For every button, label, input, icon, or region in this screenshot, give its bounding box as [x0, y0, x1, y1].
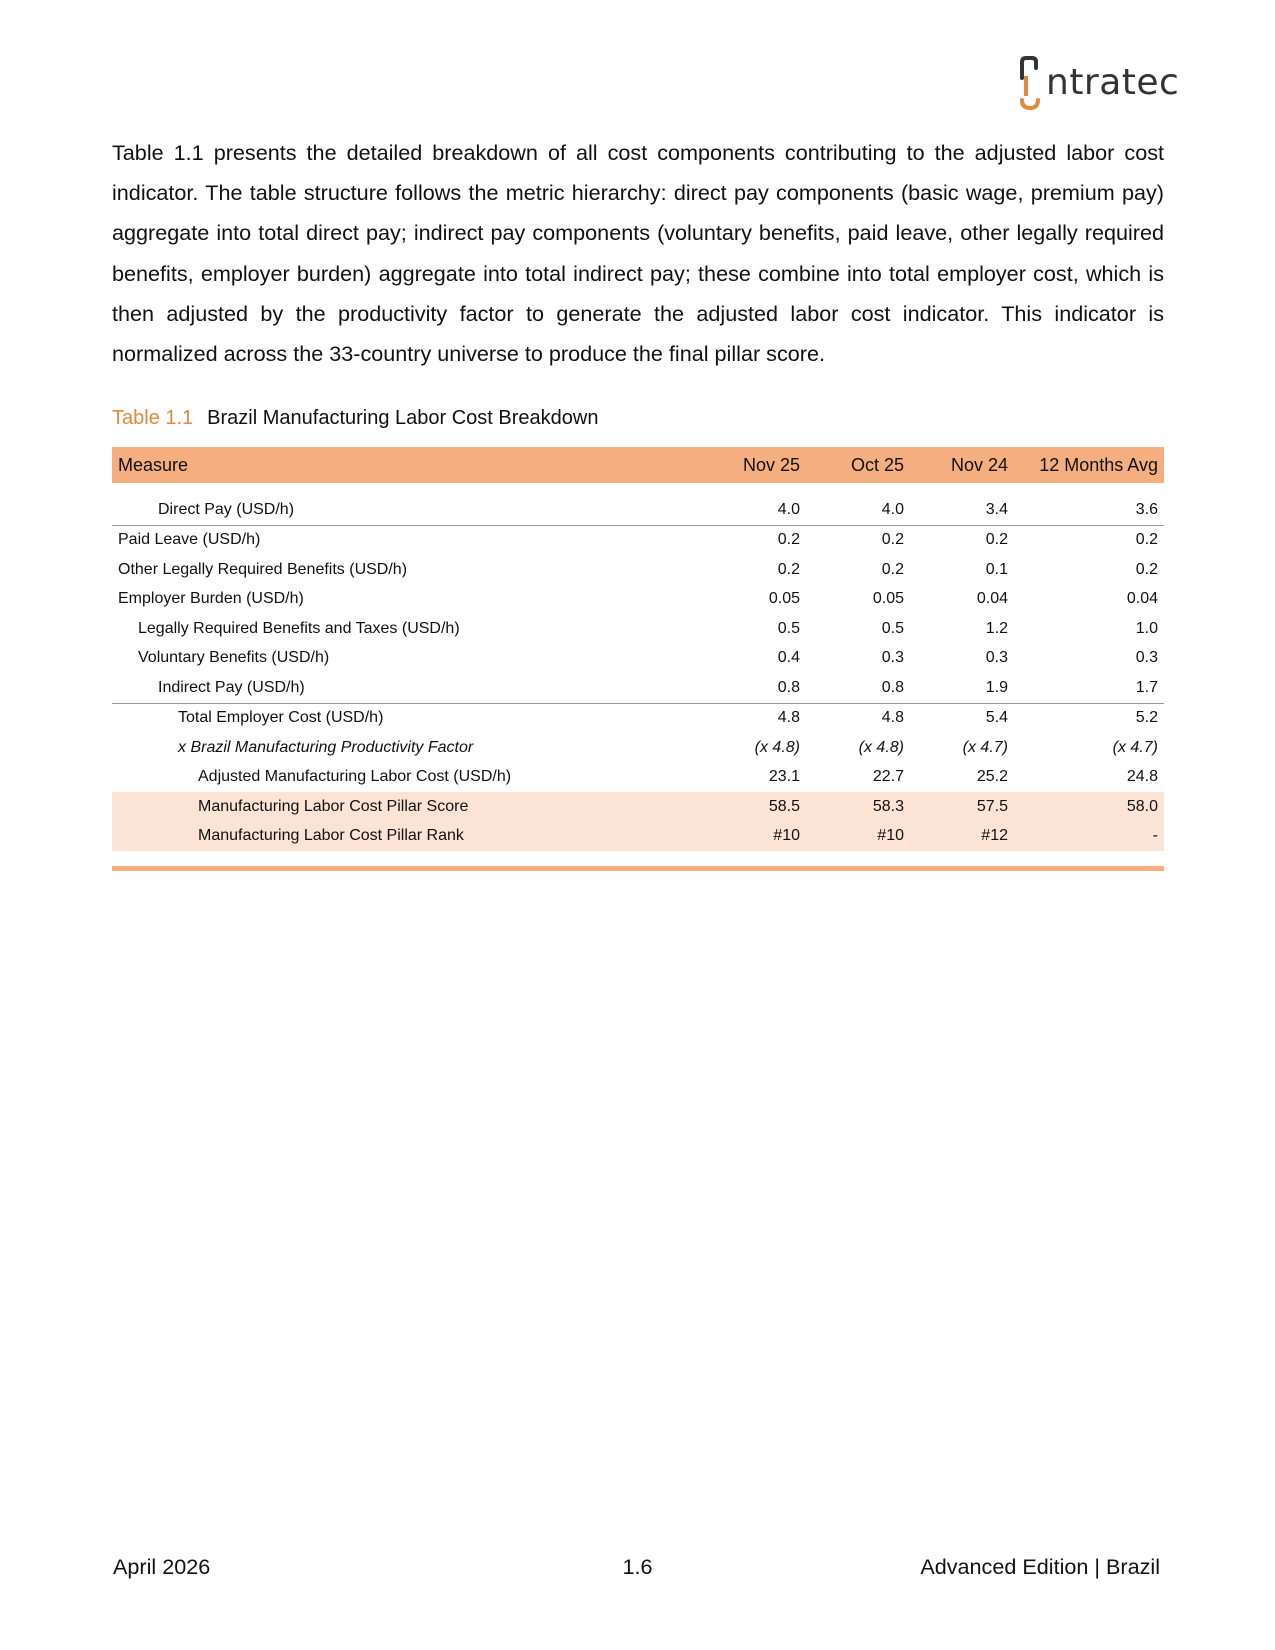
- cell-value: 1.9: [910, 673, 1014, 703]
- labor-cost-table: [112, 447, 1164, 851]
- table-row: [112, 614, 1164, 644]
- row-label: Other Legally Required Benefits (USD/h): [118, 560, 408, 578]
- cell-value: (x 4.7): [962, 738, 1008, 756]
- cell-value: 0.2: [985, 531, 1008, 549]
- cell-value: (x 4.8): [754, 738, 800, 756]
- cell-value: 58.0: [1014, 792, 1164, 822]
- logo-wordmark: ntratec: [1046, 62, 1180, 103]
- intratec-logo: [1018, 54, 1179, 112]
- table-row: [112, 495, 1164, 525]
- table-end-bar: [112, 866, 1164, 871]
- cell-value: 5.2: [1135, 709, 1158, 727]
- cell-value: 3.6: [1014, 495, 1164, 525]
- intratec-logo-icon: [1018, 56, 1044, 110]
- cell-value: 0.2: [881, 531, 904, 549]
- cell-value: #10: [806, 822, 910, 852]
- cell-value: 0.8: [688, 673, 806, 703]
- cell-value: 0.05: [768, 590, 800, 608]
- cell-value: -: [1014, 822, 1164, 852]
- row-label: Employer Burden (USD/h): [118, 590, 304, 608]
- cell-value: 0.3: [985, 649, 1008, 667]
- table-caption: [112, 404, 598, 432]
- table-row: [112, 525, 1164, 555]
- column-header-nov25: Nov 25: [688, 447, 806, 483]
- cell-value: 4.0: [688, 495, 806, 525]
- cell-value: 22.7: [872, 768, 904, 786]
- column-header-measure: Measure: [112, 447, 688, 483]
- cell-value: (x 4.7): [1112, 738, 1158, 756]
- cell-value: 4.8: [881, 709, 904, 727]
- cell-value: 1.7: [1014, 673, 1164, 703]
- cell-value: 58.3: [806, 792, 910, 822]
- cell-value: 0.3: [1135, 649, 1158, 667]
- cell-value: 0.5: [777, 619, 800, 637]
- cell-value: 1.2: [985, 619, 1008, 637]
- column-header-nov24: Nov 24: [910, 447, 1014, 483]
- cell-value: 0.2: [881, 560, 904, 578]
- table-spacer: [112, 483, 1164, 495]
- cell-value: 5.4: [985, 709, 1008, 727]
- cell-value: 0.1: [985, 560, 1008, 578]
- row-label: Adjusted Manufacturing Labor Cost (USD/h): [198, 768, 512, 786]
- cell-value: 0.05: [872, 590, 904, 608]
- row-label: Total Employer Cost (USD/h): [178, 709, 384, 727]
- cell-value: #10: [688, 822, 806, 852]
- cell-value: 0.4: [777, 649, 800, 667]
- table-caption-number: Table 1.1: [112, 407, 194, 429]
- cell-value: 0.5: [881, 619, 904, 637]
- table-row: [112, 555, 1164, 585]
- cell-value: 0.2: [1135, 531, 1158, 549]
- row-label: Paid Leave (USD/h): [118, 531, 261, 549]
- cell-value: 0.2: [777, 531, 800, 549]
- cell-value: 24.8: [1126, 768, 1158, 786]
- table-row: [112, 763, 1164, 793]
- table-row-highlight: [112, 792, 1164, 822]
- cell-value: 0.2: [777, 560, 800, 578]
- table-row-highlight: [112, 822, 1164, 852]
- row-label: Legally Required Benefits and Taxes (USD/h): [138, 619, 460, 637]
- cell-value: 58.5: [688, 792, 806, 822]
- column-header-oct25: Oct 25: [806, 447, 910, 483]
- row-label: Manufacturing Labor Cost Pillar Rank: [112, 822, 688, 852]
- table-row: [112, 585, 1164, 615]
- table-row: [112, 733, 1164, 763]
- table-caption-title: Brazil Manufacturing Labor Cost Breakdown: [207, 407, 599, 429]
- cell-value: 0.04: [976, 590, 1008, 608]
- cell-value: 0.04: [1126, 590, 1158, 608]
- intro-paragraph: Table 1.1 presents the detailed breakdown of all cost components contributing to the adjusted labor cost indicator. The table structure follows the metric hierarchy: direct pay components (basic wage, premium pay) aggregate into total direct pay; indirect pay components (voluntary benefits, paid leave, other legally required benefits, employer burden) aggregate into total indirect pay; these combine into total employer cost, which is then adjusted by the productivity factor to generate the adjusted labor cost indicator. This indicator is normalized across the 33-country universe to produce the final pillar score.: [112, 140, 1164, 367]
- cell-value: 4.8: [777, 709, 800, 727]
- column-header-12m-avg: 12 Months Avg: [1014, 447, 1164, 483]
- cell-value: #12: [910, 822, 1014, 852]
- table-row: [112, 703, 1164, 733]
- cell-value: 25.2: [976, 768, 1008, 786]
- cell-value: 3.4: [910, 495, 1014, 525]
- row-label: Manufacturing Labor Cost Pillar Score: [112, 792, 688, 822]
- table-row: [112, 673, 1164, 703]
- cell-value: 4.0: [806, 495, 910, 525]
- footer-page-number: 1.6: [622, 1554, 653, 1579]
- cell-value: (x 4.8): [858, 738, 904, 756]
- footer-date: April 2026: [113, 1554, 211, 1579]
- cell-value: 0.3: [881, 649, 904, 667]
- cell-value: 0.2: [1135, 560, 1158, 578]
- row-label: Direct Pay (USD/h): [112, 495, 688, 525]
- table-header-row: [112, 447, 1164, 483]
- footer-edition: Advanced Edition | Brazil: [920, 1554, 1160, 1579]
- table-row: [112, 644, 1164, 674]
- row-label: x Brazil Manufacturing Productivity Factor: [178, 738, 474, 756]
- row-label: Indirect Pay (USD/h): [112, 673, 688, 703]
- cell-value: 57.5: [910, 792, 1014, 822]
- cell-value: 0.8: [806, 673, 910, 703]
- row-label: Voluntary Benefits (USD/h): [138, 649, 330, 667]
- cell-value: 1.0: [1135, 619, 1158, 637]
- cell-value: 23.1: [768, 768, 800, 786]
